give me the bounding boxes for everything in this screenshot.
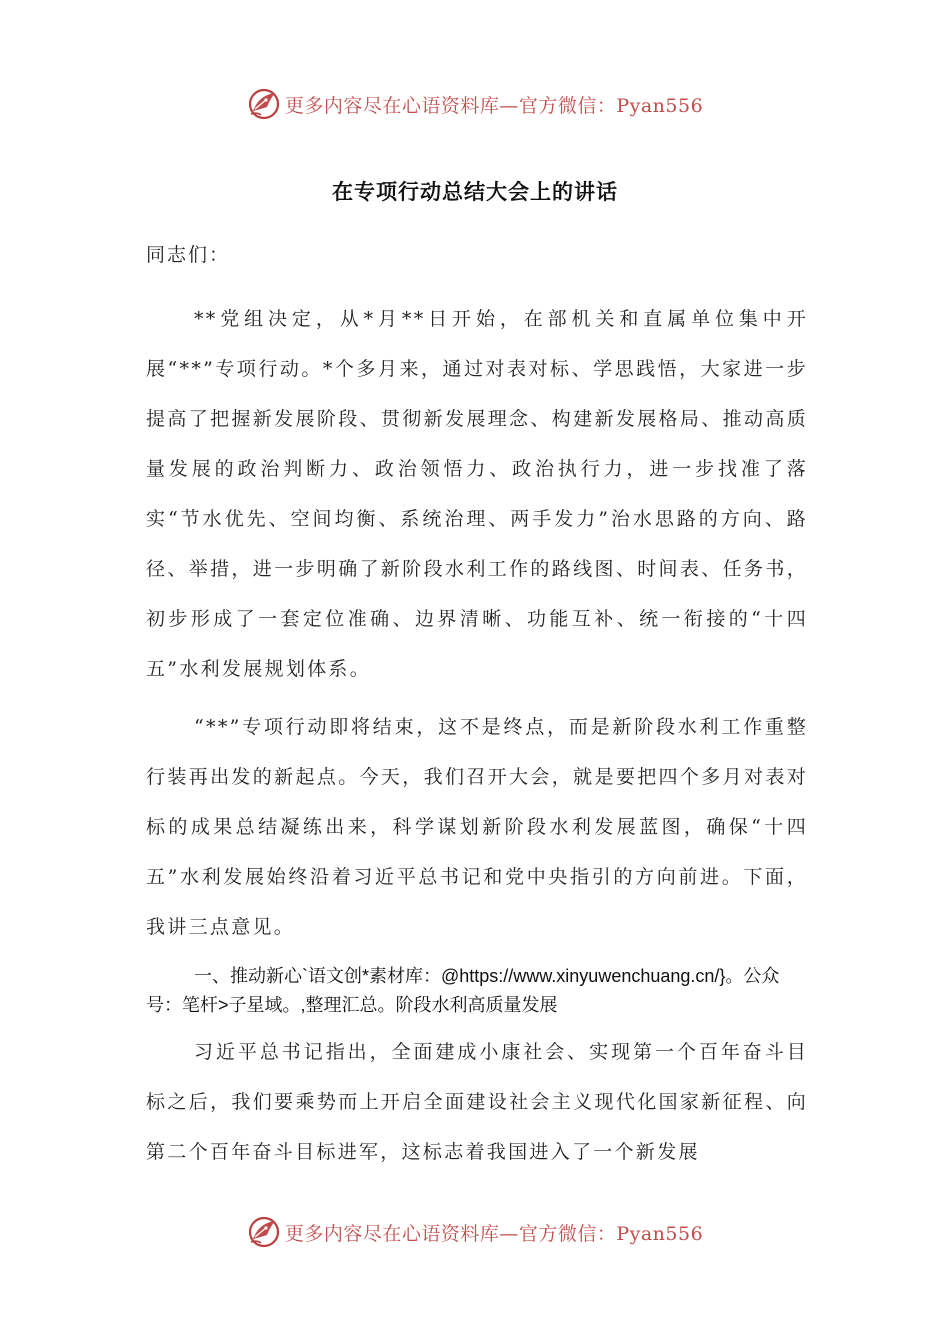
footer-banner xyxy=(0,1212,950,1252)
page-title: 在专项行动总结大会上的讲话 xyxy=(332,180,618,204)
body-paragraph-2: “**”专项行动即将结束，这不是终点，而是新阶段水利工作重整行装再出发的新起点。今天，我们召开大会，就是要把四个多月对表对标的成果总结凝练出来，科学谋划新阶段水利发展蓝图，确保“十四五”水利发展始终沿着习近平总书记和党中央指引的方向前进。下面，我讲三点意见。 xyxy=(146,716,808,938)
section-heading: 一、推动新心`语文创*素材库：@https://www.xinyuwenchuang.cn/}。公众号：笔杆>子星域。,整理汇总。阶段水利高质量发展 xyxy=(146,966,780,1015)
pen-nib-logo-icon xyxy=(247,87,281,121)
header-banner xyxy=(0,84,950,124)
pen-nib-logo-icon xyxy=(247,1215,281,1249)
header-banner-text: 更多内容尽在心语资料库—官方微信：Pyan556 xyxy=(284,94,704,117)
body-paragraph-3: 习近平总书记指出，全面建成小康社会、实现第一个百年奋斗目标之后，我们要乘势而上开启全面建设社会主义现代化国家新征程、向第二个百年奋斗目标进军，这标志着我国进入了一个新发展 xyxy=(146,1041,808,1163)
salutation: 同志们： xyxy=(146,244,231,266)
body-paragraph-1: **党组决定，从*月**日开始，在部机关和直属单位集中开展“**”专项行动。*个多月来，通过对表对标、学思践悟，大家进一步提高了把握新发展阶段、贯彻新发展理念、构建新发展格局、推动高质量发展的政治判断力、政治领悟力、政治执行力，进一步找准了落实“节水优先、空间均衡、系统治理、两手发力”治水思路的方向、路径、举措，进一步明确了新阶段水利工作的路线图、时间表、任务书，初步形成了一套定位准确、边界清晰、功能互补、统一衔接的“十四五”水利发展规划体系。 xyxy=(146,308,808,680)
footer-banner-text: 更多内容尽在心语资料库—官方微信：Pyan556 xyxy=(284,1222,704,1245)
